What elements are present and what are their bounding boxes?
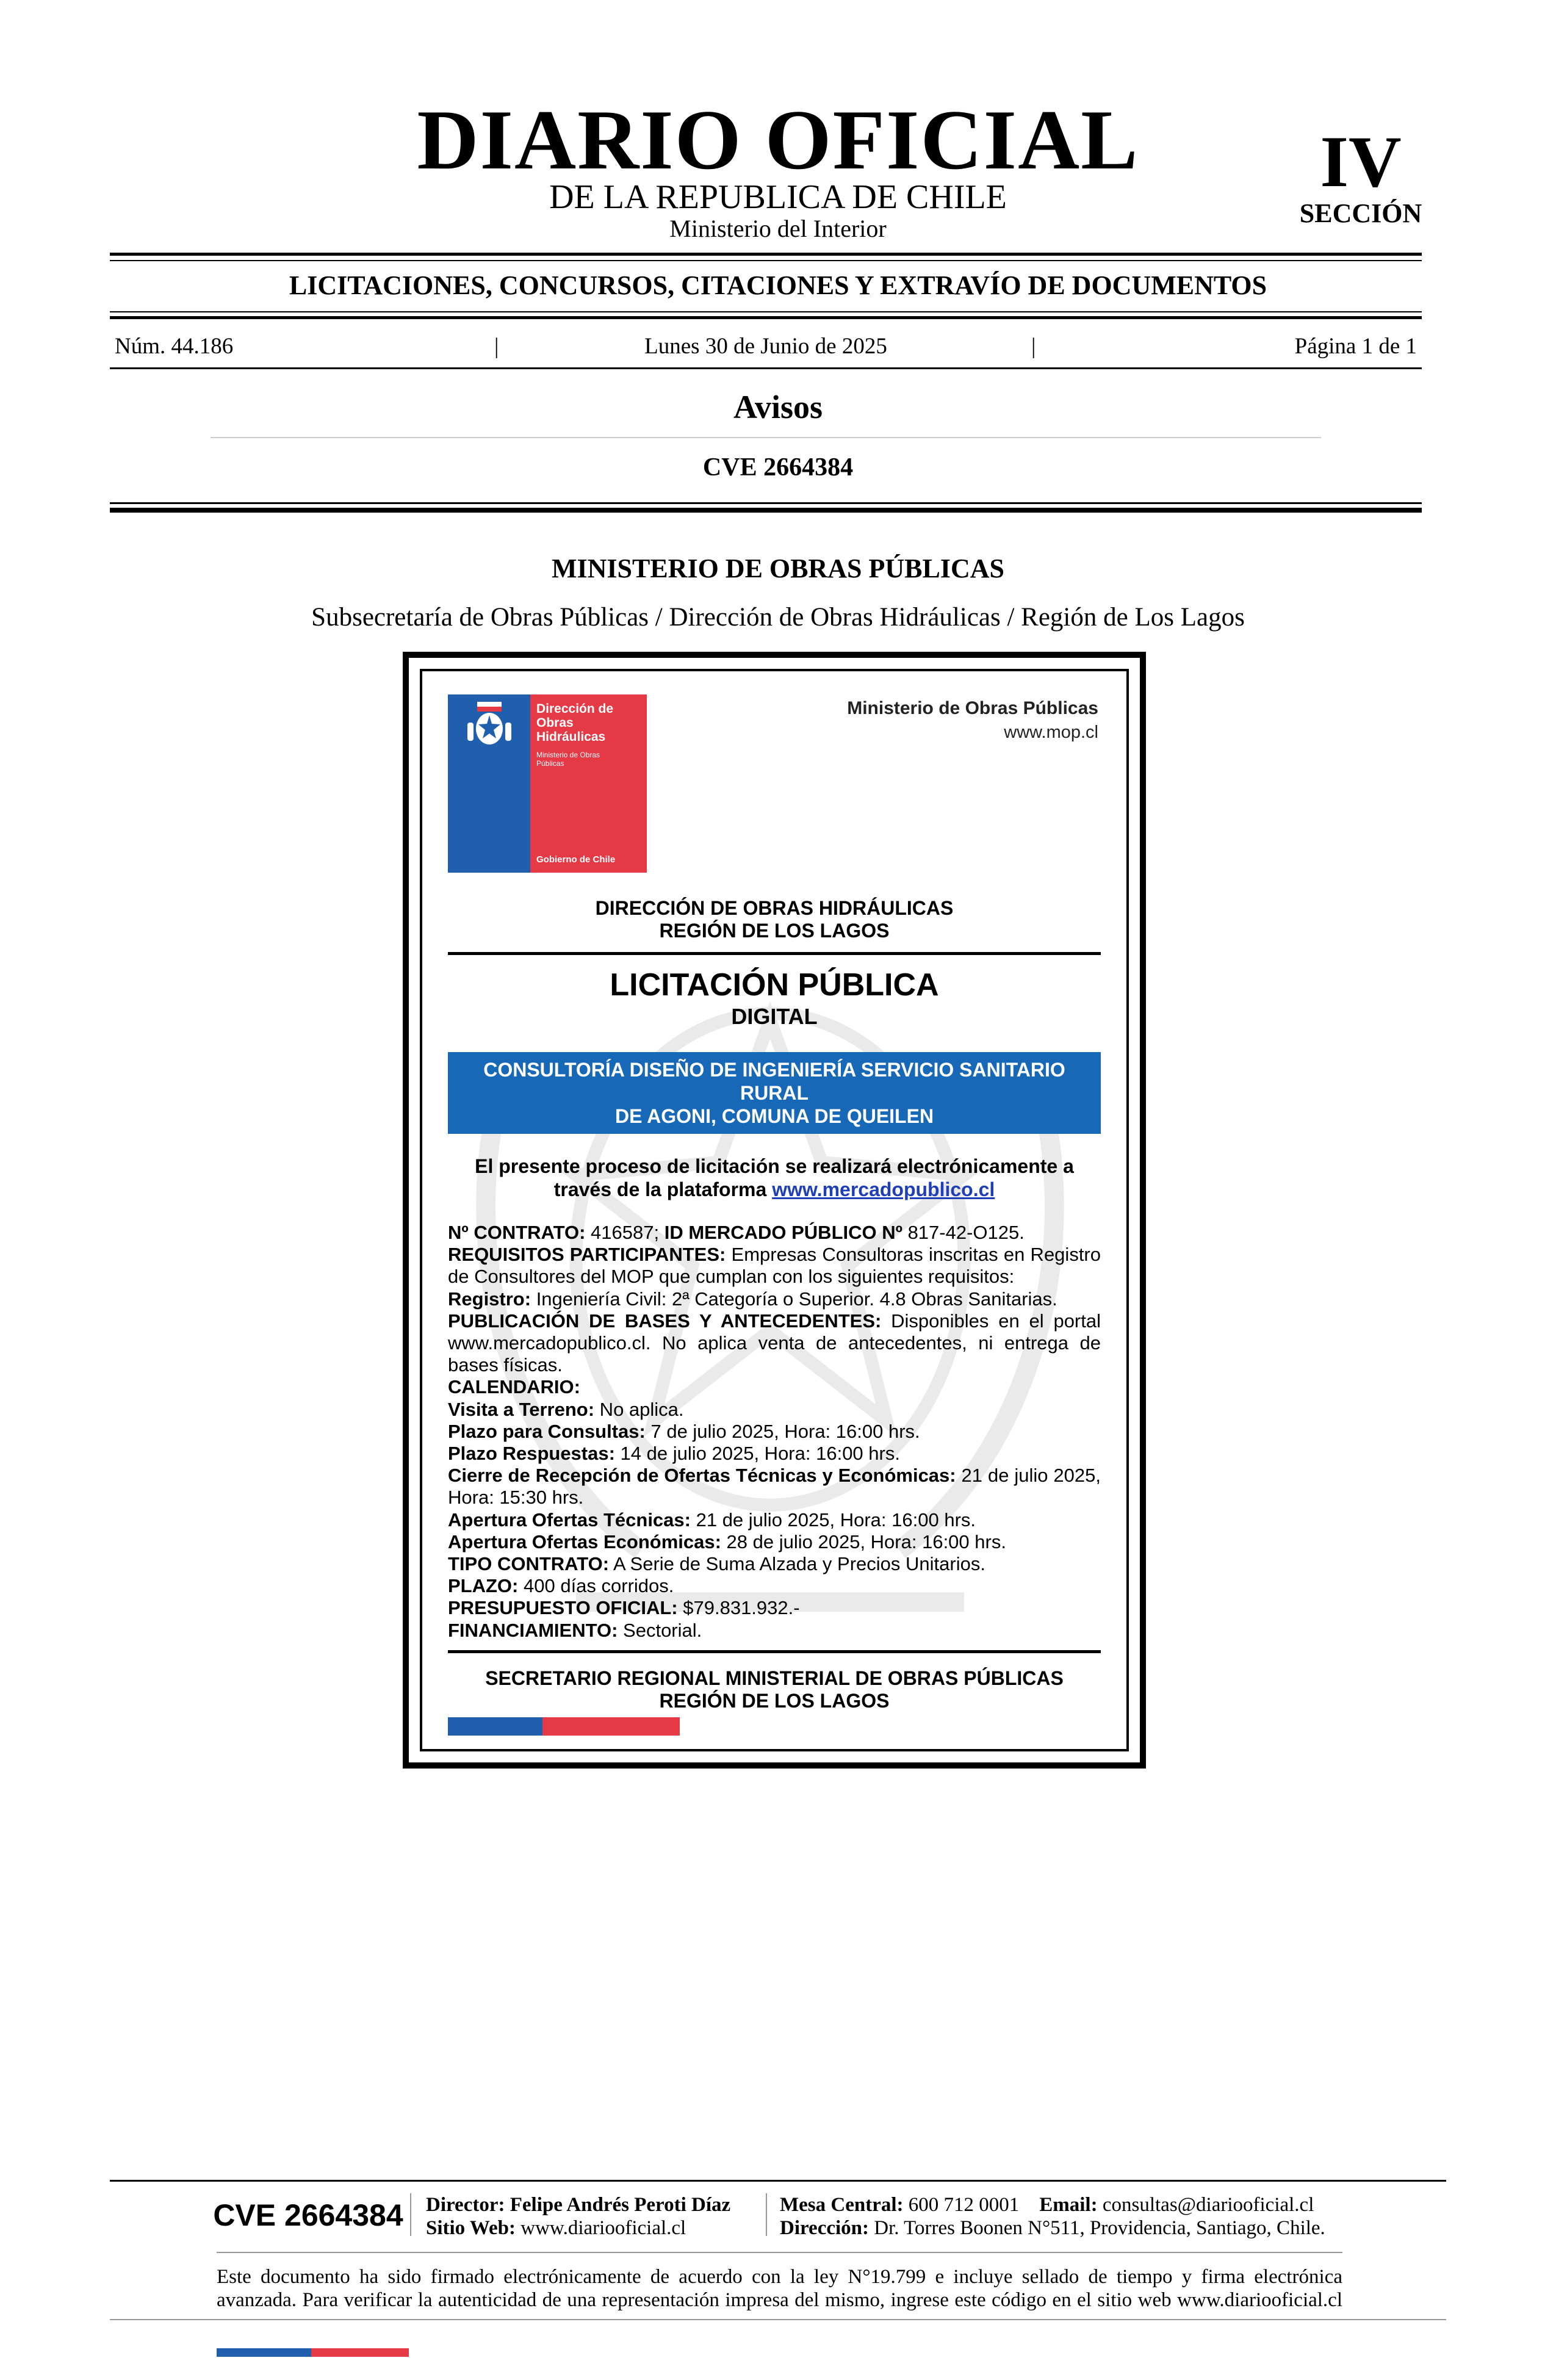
direction-heading: DIRECCIÓN DE OBRAS HIDRÁULICAS REGIÓN DE LOS LAGOS xyxy=(595,897,954,942)
heading-rule-thick xyxy=(110,316,1422,319)
signer: SECRETARIO REGIONAL MINISTERIAL DE OBRAS PÚBLICAS REGIÓN DE LOS LAGOS xyxy=(485,1667,1064,1712)
logo-text: Dirección de Obras Hidráulicas xyxy=(536,702,614,744)
tender-title: LICITACIÓN PÚBLICA xyxy=(610,967,939,1003)
heading-rule-thin xyxy=(110,311,1422,312)
chile-coat-of-arms-icon xyxy=(461,702,517,751)
logo-government-text: Gobierno de Chile xyxy=(536,854,616,865)
detail-financiamiento: FINANCIAMIENTO: Sectorial. xyxy=(448,1619,702,1641)
mercadopublico-link[interactable]: www.mercadopublico.cl xyxy=(772,1178,995,1200)
detail-registro: Registro: Ingeniería Civil: 2ª Categoría o Superior. 4.8 Obras Sanitarias. xyxy=(448,1288,1057,1310)
masthead-rule-thick xyxy=(110,253,1422,256)
mop-url[interactable]: www.mop.cl xyxy=(1004,723,1098,742)
project-banner: CONSULTORÍA DISEÑO DE INGENIERÍA SERVICIO SANITARIO RURAL DE AGONI, COMUNA DE QUEILEN xyxy=(448,1052,1101,1134)
footer-director: Director: Felipe Andrés Peroti Díaz xyxy=(426,2194,731,2216)
newspaper-ministry: Ministerio del Interior xyxy=(669,215,887,242)
avisos-divider xyxy=(211,437,1321,438)
footer-email-link[interactable]: consultas@diariooficial.cl xyxy=(1097,2194,1314,2216)
detail-publicacion: PUBLICACIÓN DE BASES Y ANTECEDENTES: Disponibles en el portal www.mercadopublico.cl. No aplica venta de antecedentes, ni entrega de bases físicas. xyxy=(448,1310,1101,1376)
dho-logo xyxy=(448,694,647,873)
detail-calendario: CALENDARIO: xyxy=(448,1376,580,1398)
detail-apertura-economicas: Apertura Ofertas Económicas: 28 de julio 2025, Hora: 16:00 hrs. xyxy=(448,1531,1006,1552)
issue-date: Lunes 30 de Junio de 2025 xyxy=(644,334,887,359)
notice-type: Avisos xyxy=(733,389,823,425)
logo-small-text: Ministerio de Obras Públicas xyxy=(536,751,600,768)
cve-code: CVE 2664384 xyxy=(702,453,854,481)
tender-subtitle: DIGITAL xyxy=(731,1004,818,1029)
notice-box xyxy=(403,652,1146,1769)
logo-red-panel xyxy=(530,694,647,873)
issue-separator: | xyxy=(494,334,499,359)
subsecretaria: Subsecretaría de Obras Públicas / Dirección de Obras Hidráulicas / Región de Los Lagos xyxy=(311,603,1245,632)
tender-details xyxy=(448,1222,1101,1642)
footer-rule-bottom xyxy=(110,2319,1446,2320)
newspaper-title: DIARIO OFICIAL xyxy=(417,93,1139,187)
footer-website-link[interactable]: www.diariooficial.cl xyxy=(516,2217,686,2239)
newspaper-subtitle: DE LA REPUBLICA DE CHILE xyxy=(549,178,1007,216)
footer-cve: CVE 2664384 xyxy=(213,2198,403,2232)
detail-plazo: PLAZO: 400 días corridos. xyxy=(448,1575,674,1597)
flag-strip-blue xyxy=(448,1717,542,1736)
footer-divider xyxy=(410,2193,411,2236)
detail-requisitos: REQUISITOS PARTICIPANTES: Empresas Consultoras inscritas en Registro de Consultores del MOP que cumplan con los siguientes requisitos: xyxy=(448,1244,1101,1288)
section-number: IV xyxy=(1320,121,1402,202)
detail-contract: Nº CONTRATO: 416587; ID MERCADO PÚBLICO Nº 817-42-O125. xyxy=(448,1222,1025,1243)
footer-divider xyxy=(766,2193,767,2236)
footer-rule-mid xyxy=(217,2252,1342,2253)
issue-number: Núm. 44.186 xyxy=(115,334,234,359)
notice-inner-frame xyxy=(420,669,1129,1751)
detail-presupuesto: PRESUPUESTO OFICIAL: $79.831.932.- xyxy=(448,1597,800,1619)
mop-name: Ministerio de Obras Públicas xyxy=(847,698,1098,718)
footer-legal-text: Este documento ha sido firmado electrónicamente de acuerdo con la ley N°19.799 e incluye sellado de tiempo y firma electrónica avanzada. Para verificar la autenticidad de una representación impresa del mismo, ingrese este código en el sitio web www.diariooficial.cl xyxy=(217,2266,1342,2311)
info-rule xyxy=(110,367,1422,369)
flag-strip-red xyxy=(542,1717,680,1736)
detail-consultas: Plazo para Consultas: 7 de julio 2025, Hora: 16:00 hrs. xyxy=(448,1420,920,1442)
section-label: SECCIÓN xyxy=(1299,198,1422,228)
detail-visita: Visita a Terreno: No aplica. xyxy=(448,1398,684,1420)
logo-blue-panel xyxy=(448,694,530,873)
detail-respuestas: Plazo Respuestas: 14 de julio 2025, Hora: 16:00 hrs. xyxy=(448,1443,900,1465)
footer-rule-top xyxy=(110,2180,1446,2182)
footer-flag-strip-blue xyxy=(217,2348,311,2357)
issue-info-row xyxy=(110,334,1422,359)
cve-rule-thick xyxy=(110,508,1422,513)
notice-rule-bottom xyxy=(448,1650,1101,1653)
cve-rule-thin xyxy=(110,502,1422,504)
footer-contact: Mesa Central: 600 712 0001 Email: consultas@diariooficial.cl xyxy=(780,2194,1314,2216)
section-heading: LICITACIONES, CONCURSOS, CITACIONES Y EXTRAVÍO DE DOCUMENTOS xyxy=(289,270,1267,300)
detail-tipo-contrato: TIPO CONTRATO: A Serie de Suma Alzada y Precios Unitarios. xyxy=(448,1553,985,1575)
footer-flag-strip-red xyxy=(311,2348,409,2357)
notice-rule-top xyxy=(448,952,1101,955)
footer-website: Sitio Web: www.diariooficial.cl xyxy=(426,2217,686,2239)
detail-cierre: Cierre de Recepción de Ofertas Técnicas y Económicas: 21 de julio 2025, Hora: 15:30 hrs. xyxy=(448,1465,1101,1509)
intro-text: El presente proceso de licitación se realizará electrónicamente a través de la plataforma www.mercadopublico.cl xyxy=(475,1155,1074,1200)
issue-page: Página 1 de 1 xyxy=(1294,334,1417,359)
ministry-name: MINISTERIO DE OBRAS PÚBLICAS xyxy=(551,554,1005,583)
detail-apertura-tecnicas: Apertura Ofertas Técnicas: 21 de julio 2025, Hora: 16:00 hrs. xyxy=(448,1509,976,1531)
footer-address: Dirección: Dr. Torres Boonen N°511, Providencia, Santiago, Chile. xyxy=(780,2217,1325,2239)
masthead-rule-thin xyxy=(110,260,1422,261)
issue-separator: | xyxy=(1031,334,1036,359)
